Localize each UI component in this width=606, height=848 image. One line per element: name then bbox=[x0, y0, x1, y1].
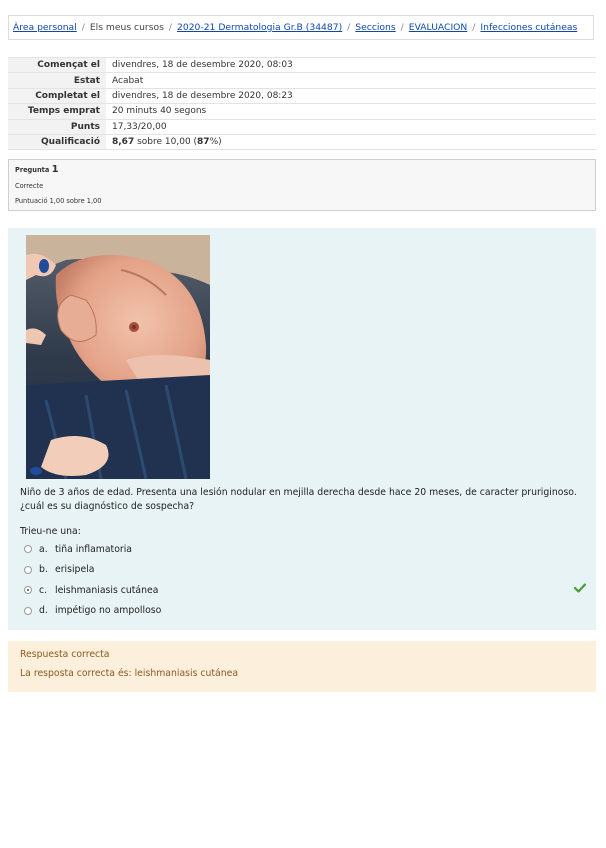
summary-label: Temps emprat bbox=[8, 104, 106, 119]
radio-icon[interactable] bbox=[24, 545, 32, 553]
answer-option-b[interactable] bbox=[24, 560, 584, 581]
breadcrumb-item-home[interactable]: Àrea personal bbox=[13, 22, 77, 33]
breadcrumb-item-quiz[interactable]: Infecciones cutáneas bbox=[480, 22, 578, 33]
summary-row-started bbox=[8, 58, 596, 73]
breadcrumb-separator: / bbox=[472, 22, 476, 33]
feedback-result: Respuesta correcta bbox=[20, 649, 110, 660]
question-text: Niño de 3 años de edad. Presenta una lesión nodular en mejilla derecha desde hace 20 meses, de caracter pruriginoso. ¿cuál es su diagnóstico de sospecha? bbox=[20, 487, 577, 512]
answer-letter: a. bbox=[39, 543, 48, 555]
answer-letter: c. bbox=[39, 584, 48, 596]
answer-option-c[interactable] bbox=[24, 580, 584, 601]
breadcrumb-item-sections[interactable]: Seccions bbox=[355, 22, 396, 33]
question-mark: Puntuació 1,00 sobre 1,00 bbox=[15, 197, 102, 205]
answer-option-d[interactable] bbox=[24, 601, 584, 622]
summary-label: Punts bbox=[8, 119, 106, 134]
answer-label: leishmaniasis cutánea bbox=[55, 584, 159, 596]
answer-letter: d. bbox=[39, 605, 48, 617]
breadcrumb-item-evaluation[interactable]: EVALUACION bbox=[408, 22, 468, 33]
summary-row-marks bbox=[8, 119, 596, 134]
summary-row-state bbox=[8, 73, 596, 88]
summary-value: 20 minuts 40 segons bbox=[106, 104, 596, 119]
summary-value: Acabat bbox=[106, 73, 596, 88]
grade-percent: 87 bbox=[197, 137, 210, 148]
summary-grade-value bbox=[106, 134, 596, 149]
summary-label: Qualificació bbox=[8, 134, 106, 149]
question-state: Correcte bbox=[15, 182, 44, 190]
question-info bbox=[8, 159, 596, 211]
radio-icon[interactable] bbox=[24, 607, 32, 615]
grade-middle: sobre 10,00 ( bbox=[137, 137, 198, 148]
clinical-photo-illustration bbox=[26, 235, 210, 479]
summary-value: divendres, 18 de desembre 2020, 08:23 bbox=[106, 88, 596, 103]
breadcrumb bbox=[8, 15, 594, 40]
summary-value: 17,33/20,00 bbox=[106, 119, 596, 134]
feedback-correct-answer: La resposta correcta és: leishmaniasis cutánea bbox=[20, 668, 239, 679]
question-photo bbox=[26, 235, 210, 479]
breadcrumb-separator: / bbox=[400, 22, 404, 33]
radio-icon[interactable] bbox=[24, 566, 32, 574]
summary-label: Estat bbox=[8, 73, 106, 88]
breadcrumb-item-my-courses: Els meus cursos bbox=[89, 22, 164, 33]
question-number-value: 1 bbox=[51, 164, 59, 175]
breadcrumb-item-course[interactable]: 2020-21 Dermatologia Gr.B (34487) bbox=[177, 22, 343, 33]
grade-tail: %) bbox=[209, 137, 222, 148]
breadcrumb-separator: / bbox=[347, 22, 351, 33]
answer-label: tiña inflamatoria bbox=[55, 543, 132, 555]
question-formulation bbox=[8, 228, 596, 630]
summary-row-completed bbox=[8, 88, 596, 103]
question-number bbox=[15, 164, 589, 175]
answer-option-a[interactable] bbox=[24, 539, 584, 560]
grade-score: 8,67 bbox=[112, 137, 135, 148]
answer-letter: b. bbox=[39, 564, 48, 576]
radio-icon[interactable] bbox=[24, 586, 32, 594]
breadcrumb-separator: / bbox=[168, 22, 173, 33]
breadcrumb-separator: / bbox=[81, 22, 85, 33]
summary-row-grade bbox=[8, 134, 596, 149]
attempt-summary-table bbox=[8, 57, 596, 150]
summary-value: divendres, 18 de desembre 2020, 08:03 bbox=[106, 58, 596, 73]
answer-feedback bbox=[8, 641, 596, 692]
answer-label: erisipela bbox=[55, 564, 95, 576]
summary-label: Començat el bbox=[8, 58, 106, 73]
answer-options bbox=[24, 539, 584, 621]
question-prefix: Pregunta bbox=[15, 166, 50, 174]
summary-row-time-taken bbox=[8, 104, 596, 119]
answer-prompt: Trieu-ne una: bbox=[20, 526, 81, 537]
check-icon bbox=[574, 583, 586, 596]
answer-label: impétigo no ampolloso bbox=[55, 605, 162, 617]
summary-label: Completat el bbox=[8, 88, 106, 103]
